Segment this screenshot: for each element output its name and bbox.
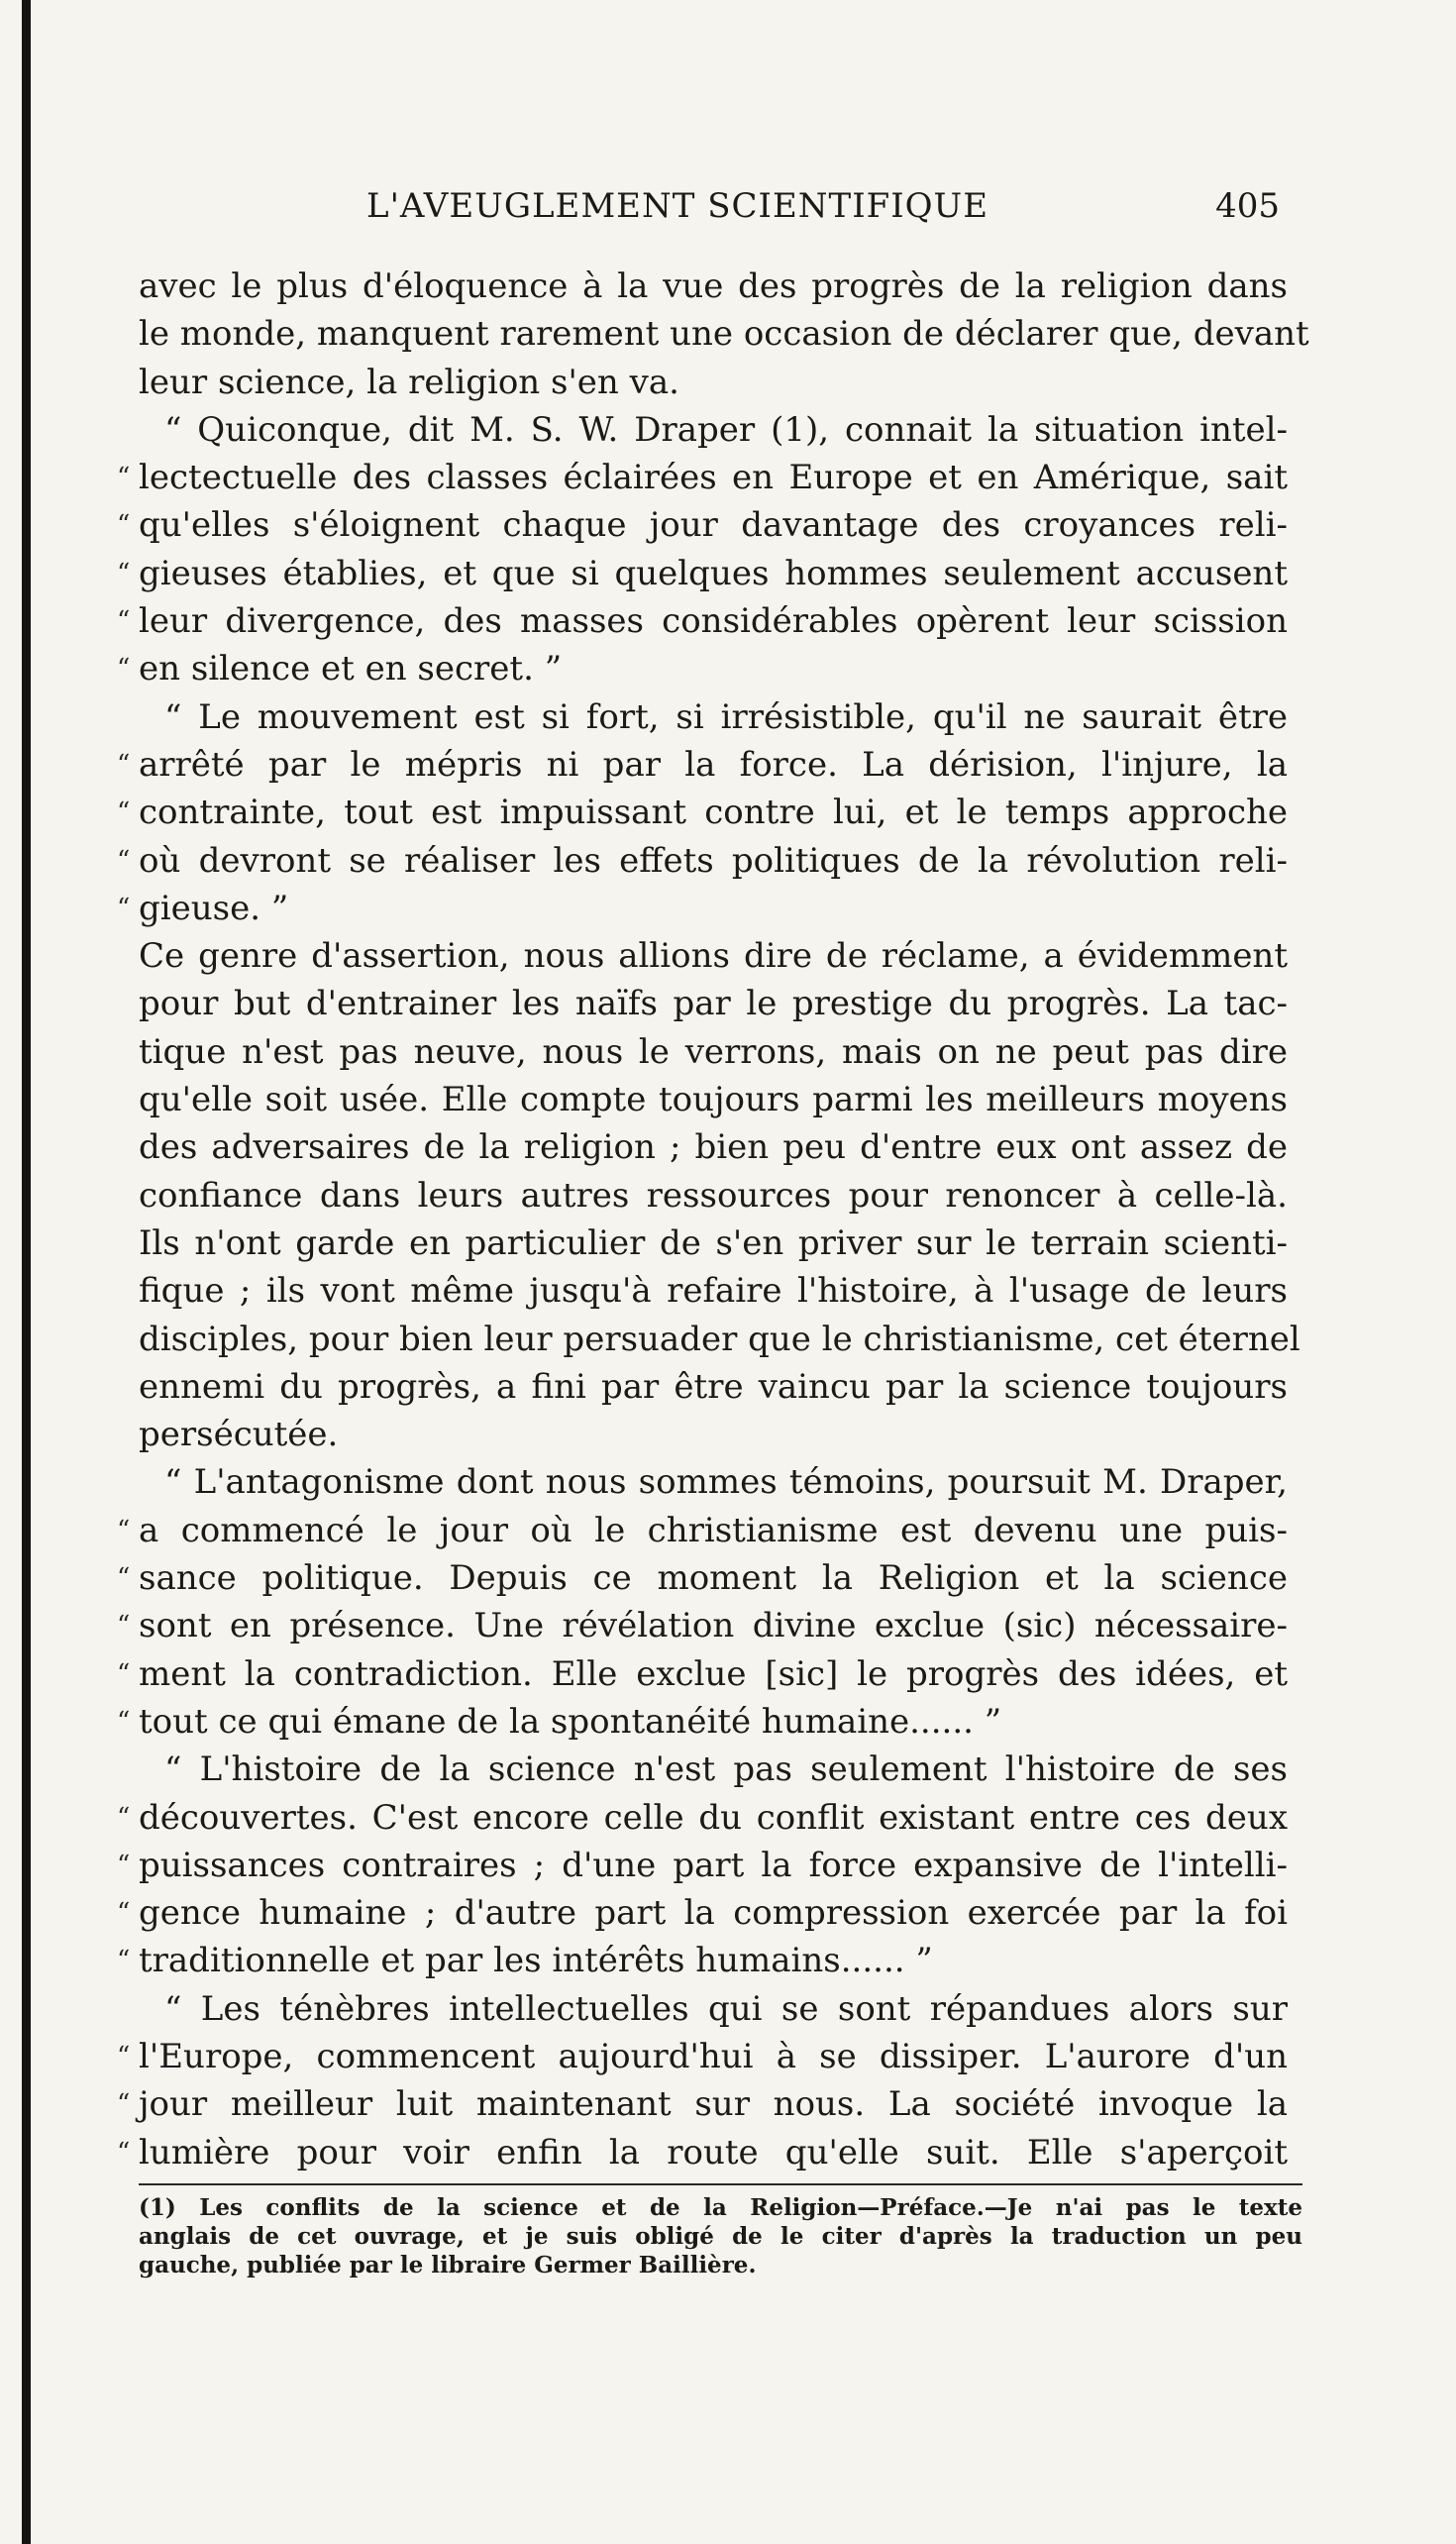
margin-quote-mark: “ <box>117 2137 131 2168</box>
margin-quote-mark: “ <box>117 845 131 876</box>
running-head: L'AVEUGLEMENT SCIENTIFIQUE <box>366 186 989 226</box>
margin-quote-mark: “ <box>117 1611 131 1642</box>
margin-quote-mark: “ <box>117 2089 131 2120</box>
text-line <box>117 837 1288 885</box>
text-line-content: disciples, pour bien leur persuader que le christianisme, cet éternel <box>139 1319 1300 1359</box>
text-line <box>117 501 1288 549</box>
text-line <box>117 1842 1288 1889</box>
text-line <box>139 1458 1288 1506</box>
text-line-content: Ce genre d'assertion, nous allions dire de réclame, a évidemment <box>139 936 1288 977</box>
text-line <box>117 789 1288 836</box>
text-line-content: confiance dans leurs autres ressources pour renoncer à celle-là. <box>139 1175 1288 1216</box>
margin-quote-mark: “ <box>117 1706 131 1737</box>
text-line-content: “ Les ténèbres intellectuelles qui se sont répandues alors sur <box>164 1988 1288 2029</box>
margin-quote-mark: “ <box>117 1802 131 1833</box>
margin-quote-mark: “ <box>117 1658 131 1689</box>
margin-quote-mark: “ <box>117 1563 131 1594</box>
text-line <box>117 1937 1288 1984</box>
text-line-content: “ Quiconque, dit M. S. W. Draper (1), connait la situation intel- <box>164 409 1288 450</box>
text-line <box>117 1507 1288 1554</box>
text-line-content: jour meilleur luit maintenant sur nous. La société invoque la <box>139 2084 1288 2125</box>
text-line <box>139 1411 1288 1458</box>
text-line-content: l'Europe, commencent aujourd'hui à se dissiper. L'aurore d'un <box>139 2036 1288 2076</box>
text-line-content: où devront se réaliser les effets politiques de la révolution reli- <box>139 840 1288 881</box>
text-line-content: découvertes. C'est encore celle du conflit existant entre ces deux <box>139 1797 1288 1838</box>
margin-quote-mark: “ <box>117 463 131 493</box>
footnote <box>139 2193 1302 2279</box>
margin-quote-mark: “ <box>117 654 131 685</box>
text-line <box>117 597 1288 645</box>
margin-quote-mark: “ <box>117 606 131 637</box>
text-line-content: leur divergence, des masses considérables opèrent leur scission <box>139 601 1288 642</box>
text-line-content: gieuse. ” <box>139 888 289 928</box>
text-line <box>139 1219 1288 1267</box>
footnote-separator <box>139 2183 1302 2185</box>
text-line-content: en silence et en secret. ” <box>139 649 563 689</box>
text-line <box>139 980 1288 1027</box>
page-number: 405 <box>1215 186 1280 226</box>
text-line <box>139 1316 1300 1363</box>
margin-quote-mark: “ <box>117 749 131 780</box>
text-line <box>117 741 1288 789</box>
footnote-line: anglais de cet ouvrage, et je suis obligé de le citer d'après la traduction un peu <box>139 2223 1302 2250</box>
text-line-content: arrêté par le mépris ni par la force. La dérision, l'injure, la <box>139 744 1288 785</box>
text-line <box>139 1172 1288 1219</box>
text-line-content: des adversaires de la religion ; bien peu d'entre eux ont assez de <box>139 1127 1288 1168</box>
text-line-content: tique n'est pas neuve, nous le verrons, mais on ne peut pas dire <box>139 1031 1288 1072</box>
text-line-content: gence humaine ; d'autre part la compression exercée par la foi <box>139 1893 1288 1934</box>
text-line-content: le monde, manquent rarement une occasion de déclarer que, devant <box>139 314 1309 355</box>
text-line <box>117 645 1288 692</box>
text-line <box>139 406 1288 454</box>
text-line <box>139 1985 1288 2033</box>
text-line <box>139 263 1288 310</box>
page-header <box>139 178 1298 238</box>
text-line-content: “ L'histoire de la science n'est pas seulement l'histoire de ses <box>164 1749 1288 1790</box>
text-line <box>117 454 1288 501</box>
text-line <box>117 1650 1288 1698</box>
text-line-content: lectectuelle des classes éclairées en Europe et en Amérique, sait <box>139 458 1288 498</box>
text-line-content: qu'elle soit usée. Elle compte toujours parmi les meilleurs moyens <box>139 1080 1288 1120</box>
text-line-content: sont en présence. Une révélation divine exclue (sic) nécessaire- <box>139 1606 1288 1646</box>
text-line-content: persécutée. <box>139 1415 339 1455</box>
text-line-content: contrainte, tout est impuissant contre lui, et le temps approche <box>139 793 1288 833</box>
text-line-content: “ L'antagonisme dont nous sommes témoins, poursuit M. Draper, <box>164 1462 1288 1503</box>
text-line-content: ennemi du progrès, a fini par être vaincu par la science toujours <box>139 1366 1288 1407</box>
text-line-content: “ Le mouvement est si fort, si irrésistible, qu'il ne saurait être <box>164 696 1288 737</box>
text-line <box>139 310 1309 358</box>
text-line <box>117 1698 1288 1746</box>
text-line-content: puissances contraires ; d'une part la force expansive de l'intelli- <box>139 1845 1288 1885</box>
text-line-content: avec le plus d'éloquence à la vue des progrès de la religion dans <box>139 266 1288 306</box>
margin-quote-mark: “ <box>117 1898 131 1929</box>
margin-quote-mark: “ <box>117 797 131 828</box>
text-line <box>139 1076 1288 1123</box>
text-line <box>117 1794 1288 1842</box>
margin-quote-mark: “ <box>117 1515 131 1545</box>
text-line <box>139 1363 1288 1411</box>
text-line <box>139 932 1288 980</box>
text-line-content: pour but d'entrainer les naïfs par le prestige du progrès. La tac- <box>139 984 1288 1024</box>
margin-quote-mark: “ <box>117 2041 131 2071</box>
footnote-line: (1) Les conflits de la science et de la Religion—Préface.—Je n'ai pas le texte <box>139 2194 1302 2221</box>
text-line <box>117 1602 1288 1649</box>
text-line <box>139 1028 1288 1076</box>
text-line-content: qu'elles s'éloignent chaque jour davantage des croyances reli- <box>139 505 1288 546</box>
text-line <box>117 885 1288 932</box>
text-line <box>117 2080 1288 2128</box>
text-line <box>117 1554 1288 1602</box>
text-line-content: ment la contradiction. Elle exclue [sic] le progrès des idées, et <box>139 1653 1288 1694</box>
text-line-content: Ils n'ont garde en particulier de s'en priver sur le terrain scienti- <box>139 1222 1288 1263</box>
margin-quote-mark: “ <box>117 558 131 588</box>
footnote-line: gauche, publiée par le libraire Germer Baillière. <box>139 2252 757 2279</box>
text-line <box>139 1746 1288 1793</box>
page-spine-edge <box>22 0 31 2544</box>
margin-quote-mark: “ <box>117 1850 131 1880</box>
text-line <box>139 1267 1288 1315</box>
text-line <box>117 2033 1288 2080</box>
text-line-content: sance politique. Depuis ce moment la Religion et la science <box>139 1558 1288 1599</box>
text-line <box>139 1123 1288 1171</box>
margin-quote-mark: “ <box>117 510 131 541</box>
text-line-content: gieuses établies, et que si quelques hommes seulement accusent <box>139 553 1288 593</box>
text-line <box>117 2129 1288 2176</box>
text-line-content: traditionnelle et par les intérêts humains...... ” <box>139 1941 933 1981</box>
text-line <box>117 550 1288 597</box>
text-line-content: a commencé le jour où le christianisme est devenu une puis- <box>139 1510 1288 1550</box>
text-line <box>117 1889 1288 1937</box>
body-text <box>117 263 1309 2176</box>
text-line-content: leur science, la religion s'en va. <box>139 362 679 402</box>
text-line-content: lumière pour voir enfin la route qu'elle suit. Elle s'aperçoit <box>139 2132 1288 2173</box>
text-line-content: fique ; ils vont même jusqu'à refaire l'histoire, à l'usage de leurs <box>139 1271 1288 1312</box>
margin-quote-mark: “ <box>117 893 131 923</box>
text-line <box>139 693 1288 741</box>
margin-quote-mark: “ <box>117 1946 131 1976</box>
text-line <box>139 359 1288 406</box>
text-line-content: tout ce qui émane de la spontanéité humaine...... ” <box>139 1701 1002 1742</box>
